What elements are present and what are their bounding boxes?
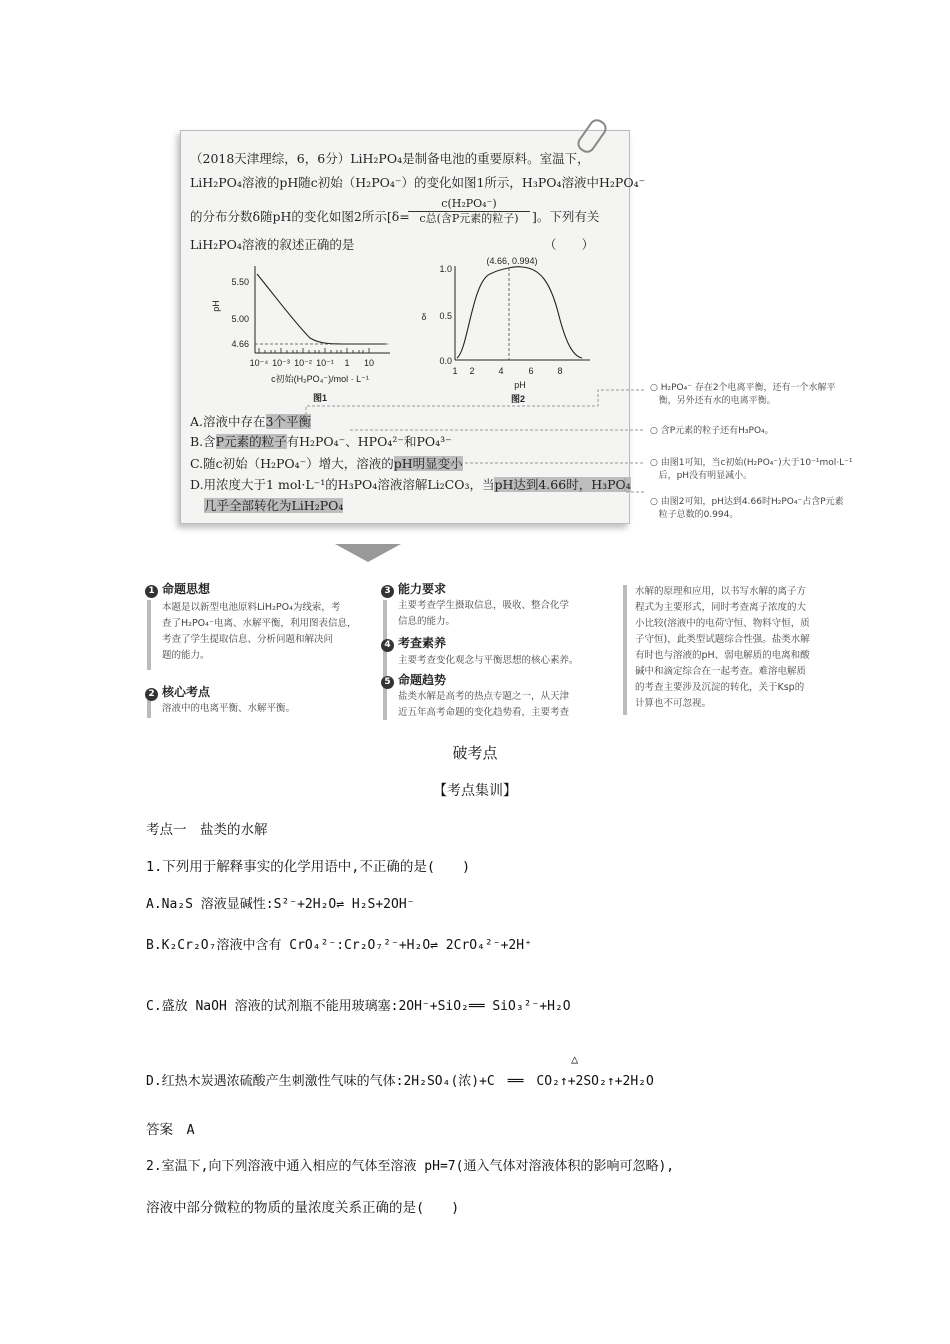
option-b-highlight: P元素的粒子 (215, 434, 287, 449)
card-line-3a: 的分布分数δ随pH的变化如图2所示[δ= (190, 209, 410, 224)
question-1-option-c: C.盛放 NaOH 溶液的试剂瓶不能用玻璃塞:2OH⁻+SiO₂══ SiO₃²⁻+H₂O (146, 999, 571, 1014)
fig2-xlabel: pH (514, 380, 526, 390)
vbar-4 (623, 585, 627, 715)
fig1-xtick-1: 10⁻⁴ (249, 358, 269, 368)
down-arrow-icon (335, 544, 401, 562)
vbar-1 (147, 600, 151, 670)
fig2-ytick-1: 1.0 (439, 264, 452, 274)
fig2-curve (457, 267, 582, 358)
section-5-text: 盐类水解是高考的热点专题之一，从天津 近五年高考命题的变化趋势看，主要考查 (398, 691, 570, 718)
section-4-title: 4 考查素养 (381, 634, 446, 652)
option-d-highlight: pH达到4.66时，H₃PO₄ (494, 477, 631, 492)
page-subheading: 【考点集训】 (433, 783, 517, 799)
fig1-ytick-550: 5.50 (231, 277, 249, 287)
section-3-title: 3 能力要求 (381, 580, 446, 598)
option-d-line2: 几乎全部转化为LiH₂PO₄ (204, 498, 344, 513)
question-2-line-2: 溶液中部分微粒的物质的量浓度关系正确的是( ) (146, 1200, 460, 1216)
fig2-xtick-1: 1 (452, 366, 458, 376)
vbar-2 (147, 700, 151, 718)
fig1-ytick-500: 5.00 (231, 314, 249, 324)
topic-heading: 考点一 盐类的水解 (146, 822, 268, 838)
option-b: B.含P元素的粒子有H₂PO₄⁻、HPO₄²⁻和PO₄³⁻ (190, 434, 452, 449)
fig2-xtick-6: 6 (528, 366, 534, 376)
heat-triangle-icon: △ (571, 1052, 579, 1066)
section-5-continued-text: 水解的原理和应用，以书写水解的离子方 程式为主要形式，同时考查离子浓度的大 小比较(溶液中的电荷守恒、物料守恒，质 子守恒)，此类型试题综合性强。盐类水解 有时也与溶液的pH、弱电解质的电离和酸 碱中和滴定综合在一起考查。难溶电解质 的考查主要涉及沉淀的转化，关于Ksp的 计算也不可忽视。 (635, 586, 810, 709)
card-line-4: LiH₂PO₄溶液的叙述正确的是 (190, 237, 355, 252)
card-line-1: （2018天津理综，6，6分）LiH₂PO₄是制备电池的重要原料。室温下， (190, 151, 590, 166)
fig1-ylabel: pH (211, 300, 221, 312)
fig1-xtick-6: 10 (363, 358, 375, 368)
answer-1: 答案 A (146, 1122, 195, 1138)
question-1-option-b: B.K₂Cr₂O₇溶液中含有 CrO₄²⁻:Cr₂O₇²⁻+H₂O⇌ 2CrO₄²⁻+2H⁺ (146, 938, 532, 953)
fig1-xtick-4: 10⁻¹ (316, 358, 334, 368)
section-2-text: 溶液中的电离平衡、水解平衡。 (162, 703, 296, 714)
fig2-xtick-8: 8 (557, 366, 563, 376)
fig2-peak-label: (4.66, 0.994) (486, 256, 538, 266)
fig1-xtick-5: 1 (344, 358, 350, 368)
question-1-option-d: D.红热木炭遇浓硫酸产生刺激性气味的气体:2H₂SO₄(浓)+C ══ CO₂↑+2SO₂↑+2H₂O (146, 1074, 654, 1089)
question-1-option-a: A.Na₂S 溶液显碱性:S²⁻+2H₂O⇌ H₂S+2OH⁻ (146, 897, 415, 912)
section-3-text: 主要考查学生摄取信息，吸收、整合化学 信息的能力。 (398, 600, 570, 627)
option-c-highlight: pH明显变小 (393, 456, 463, 471)
annotation-connectors (280, 380, 660, 520)
fig2-ytick-05: 0.5 (439, 311, 452, 321)
fig2-caption: 图2 (510, 394, 526, 404)
section-1-title: 1 命题思想 (145, 580, 210, 598)
vbar-3 (383, 600, 387, 720)
fraction-denominator: c总(含P元素的粒子) (408, 211, 530, 226)
section-4-text: 主要考查变化观念与平衡思想的核心素养。 (398, 655, 579, 666)
section-1-text: 本题是以新型电池原料LiH₂PO₄为线索，考 查了H₂PO₄⁻电离、水解平衡，利用图表信息， 考查了学生提取信息、分析问题和解决问 题的能力。 (162, 602, 357, 661)
note-4: ○ 由图2可知，pH达到4.66时H₂PO₄⁻占含P元素 粒子总数的0.994。 (650, 497, 844, 520)
fig2-xtick-2: 2 (469, 366, 475, 376)
fig2-xtick-4: 4 (498, 366, 504, 376)
card-line-3b: ]。下列有关 (532, 209, 600, 224)
option-c: C.随c初始（H₂PO₄⁻）增大，溶液的pH明显变小 (190, 456, 463, 471)
fig1-xtick-3: 10⁻² (294, 358, 312, 368)
fig1-caption: 图1 (312, 393, 328, 403)
question-2-line-1: 2.室温下,向下列溶液中通入相应的气体至溶液 pH=7(通入气体对溶液体积的影响可忽略), (146, 1159, 675, 1174)
card-line-2: LiH₂PO₄溶液的pH随c初始（H₂PO₄⁻）的变化如图1所示，H₃PO₄溶液中H₂PO₄⁻ (190, 175, 646, 190)
section-2-title: 2 核心考点 (145, 683, 210, 701)
option-d: D.用浓度大于1 mol·L⁻¹的H₃PO₄溶液溶解Li₂CO₃，当pH达到4.66时，H₃PO₄ (190, 477, 631, 492)
note-3: ○ 由图1可知，当c初始(H₂PO₄⁻)大于10⁻¹mol·L⁻¹ 后，pH没有明显减小。 (650, 458, 853, 481)
fraction-numerator: c(H₂PO₄⁻) (441, 197, 497, 210)
delta-fraction (408, 197, 530, 226)
section-5-title: 5 命题趋势 (381, 671, 446, 689)
note-2: ○ 含P元素的粒子还有H₃PO₄。 (650, 426, 774, 436)
note-1: ○ H₂PO₄⁻ 存在2个电离平衡，还有一个水解平 衡，另外还有水的电离平衡。 (650, 383, 836, 406)
page-heading: 破考点 (452, 744, 498, 762)
fig1-xlabel: c初始(H₂PO₄⁻)/mol · L⁻¹ (271, 374, 369, 384)
fig2-ytick-0: 0.0 (439, 356, 452, 366)
fig1-ytick-466: 4.66 (231, 339, 249, 349)
fig1-xtick-2: 10⁻³ (272, 358, 290, 368)
fig2-ylabel: δ (421, 312, 427, 322)
option-a-highlight: 3个平衡 (265, 414, 311, 429)
question-1: 1.下列用于解释事实的化学用语中,不正确的是( ) (146, 859, 471, 875)
option-a: A.溶液中存在3个平衡 (190, 414, 311, 429)
answer-paren: （ ） (544, 237, 595, 252)
fig1-curve (257, 274, 385, 344)
